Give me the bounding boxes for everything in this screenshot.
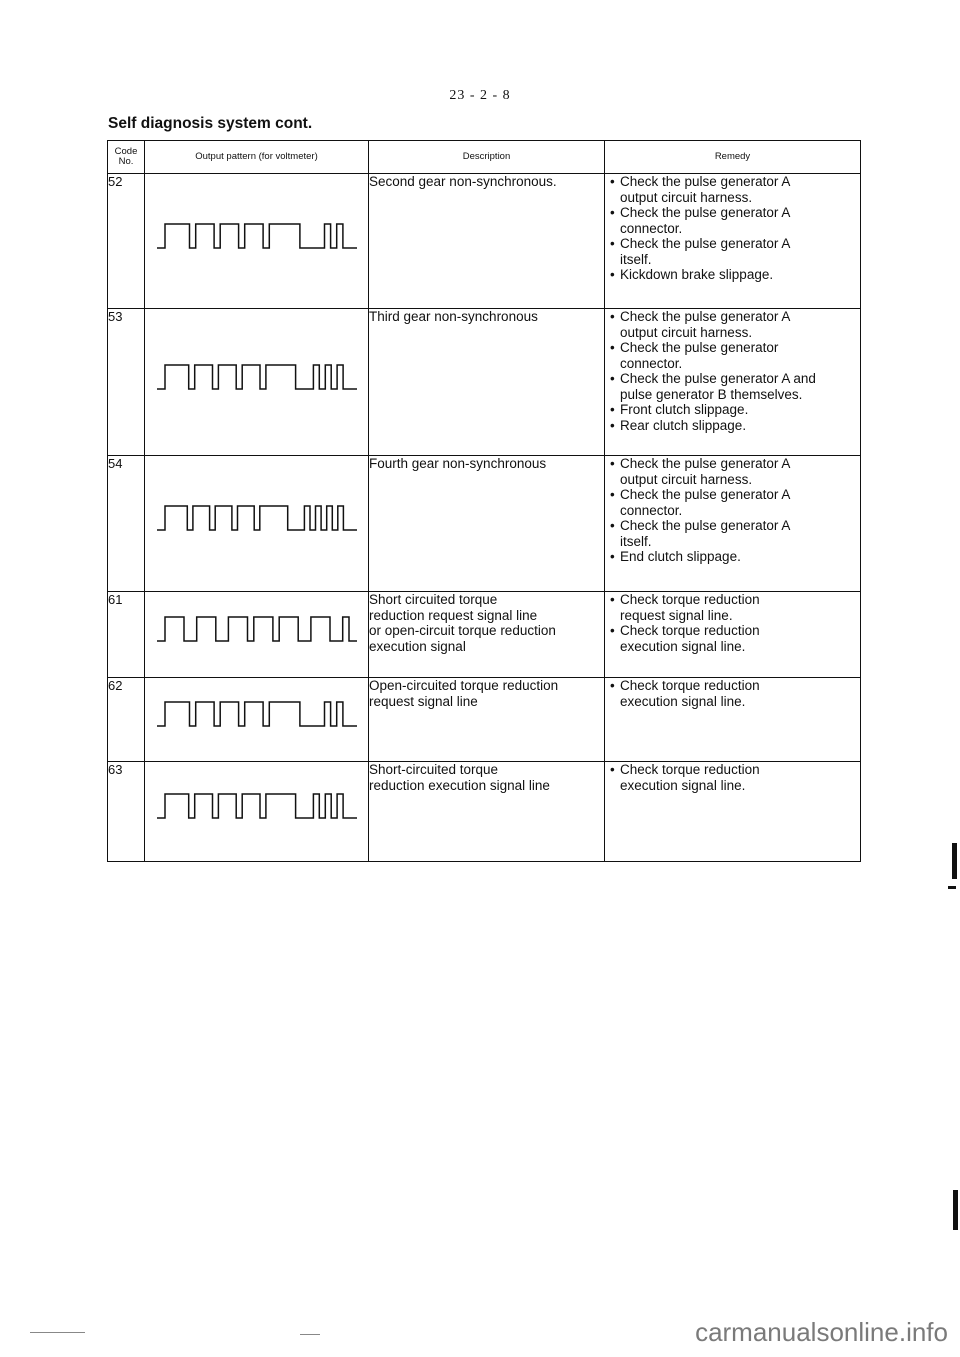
remedy-item (605, 267, 860, 283)
remedy-item (605, 205, 860, 236)
description-cell (369, 309, 605, 456)
remedy-text: Front clutch slippage. (620, 402, 749, 417)
output-pattern-cell (145, 762, 369, 862)
remedy-text: Check the pulse generator A (620, 309, 791, 324)
table-body (108, 174, 861, 862)
remedy-text: Check the pulse generator A (620, 205, 791, 220)
description-cell (369, 174, 605, 309)
margin-mark (953, 1190, 958, 1230)
remedy-text: Check torque reduction (620, 592, 760, 607)
remedy-text: execution signal line. (620, 693, 746, 709)
remedy-item (605, 487, 860, 518)
remedy-text: Rear clutch slippage. (620, 417, 747, 433)
output-pattern-waveform (157, 696, 367, 736)
remedy-cell (605, 456, 861, 592)
description-line: or open-circuit torque reduction (369, 623, 556, 638)
description-cell (369, 456, 605, 592)
page-number: 23 - 2 - 8 (449, 88, 511, 103)
remedy-text: request signal line. (620, 607, 733, 623)
remedy-item (605, 623, 860, 654)
output-pattern-cell (145, 174, 369, 309)
remedy-text: connector. (620, 220, 683, 236)
remedy-cell (605, 309, 861, 456)
code-number: 63 (108, 762, 145, 862)
description-line: reduction execution signal line (369, 777, 550, 793)
remedy-list (605, 678, 860, 709)
table-header-row (108, 141, 861, 174)
waveform-trace (157, 365, 357, 389)
description-line: request signal line (369, 693, 478, 709)
description-cell (369, 762, 605, 862)
remedy-item (605, 371, 860, 402)
waveform-trace (157, 702, 357, 726)
description-line: reduction request signal line (369, 607, 538, 623)
header-code-line1: Code (114, 146, 138, 157)
output-pattern-waveform (157, 359, 367, 399)
remedy-cell (605, 174, 861, 309)
table-row (108, 678, 861, 762)
header-code (108, 141, 145, 174)
remedy-text: Check the pulse generator A (620, 518, 791, 533)
remedy-text: output circuit harness. (620, 189, 753, 205)
diagnosis-table (107, 140, 861, 862)
waveform-trace (157, 506, 357, 530)
remedy-list (605, 174, 860, 283)
table-row (108, 309, 861, 456)
remedy-text: Check the pulse generator A (620, 487, 791, 502)
remedy-item (605, 418, 860, 434)
output-pattern-cell (145, 309, 369, 456)
remedy-text: connector. (620, 355, 683, 371)
remedy-text: output circuit harness. (620, 471, 753, 487)
remedy-cell (605, 592, 861, 678)
header-code-line2: No. (118, 156, 134, 167)
remedy-text: pulse generator B themselves. (620, 386, 803, 402)
table-row (108, 762, 861, 862)
code-number: 54 (108, 456, 145, 592)
remedy-item (605, 549, 860, 565)
remedy-text: Check the pulse generator A (620, 236, 791, 251)
description-line: Second gear non-synchronous. (369, 174, 557, 189)
remedy-cell (605, 678, 861, 762)
scan-mark (30, 1332, 85, 1333)
output-pattern-waveform (157, 611, 367, 651)
code-number: 61 (108, 592, 145, 678)
remedy-text: Check the pulse generator A and (620, 371, 816, 386)
description-line: Fourth gear non-synchronous (369, 456, 547, 471)
description-line: Short-circuited torque (369, 762, 499, 777)
output-pattern-cell (145, 456, 369, 592)
remedy-text: Check the pulse generator (620, 340, 779, 355)
remedy-item (605, 402, 860, 418)
output-pattern-cell (145, 678, 369, 762)
code-number: 52 (108, 174, 145, 309)
table-row (108, 174, 861, 309)
scan-mark (300, 1334, 320, 1335)
output-pattern-waveform (157, 218, 367, 258)
waveform-trace (157, 617, 357, 641)
remedy-list (605, 762, 860, 793)
remedy-text: Check the pulse generator A (620, 174, 791, 189)
table-row (108, 592, 861, 678)
remedy-list (605, 456, 860, 565)
margin-mark (948, 886, 956, 889)
remedy-text: End clutch slippage. (620, 549, 741, 564)
output-pattern-waveform (157, 500, 367, 540)
description-line: Short circuited torque (369, 592, 498, 607)
remedy-item (605, 456, 860, 487)
header-description: Description (369, 141, 605, 174)
section-title: Self diagnosis system cont. (108, 115, 313, 132)
remedy-text: output circuit harness. (620, 324, 753, 340)
remedy-item (605, 340, 860, 371)
description-line: Third gear non-synchronous (369, 309, 538, 324)
remedy-item (605, 309, 860, 340)
footer-watermark: carmanualsonline.info (695, 1317, 948, 1347)
remedy-item (605, 236, 860, 267)
remedy-text: Check torque reduction (620, 678, 760, 693)
remedy-list (605, 309, 860, 433)
description-line: Open-circuited torque reduction (369, 678, 559, 693)
remedy-text: Check torque reduction (620, 762, 760, 777)
remedy-cell (605, 762, 861, 862)
remedy-text: execution signal line. (620, 638, 746, 654)
table-row (108, 456, 861, 592)
remedy-text: itself. (620, 251, 652, 267)
remedy-item (605, 762, 860, 793)
description-cell (369, 592, 605, 678)
remedy-text: Kickdown brake slippage. (620, 267, 774, 282)
code-number: 53 (108, 309, 145, 456)
remedy-list (605, 592, 860, 654)
remedy-text: itself. (620, 533, 652, 549)
description-cell (369, 678, 605, 762)
output-pattern-waveform (157, 788, 367, 828)
remedy-text: Check the pulse generator A (620, 456, 791, 471)
waveform-trace (157, 224, 357, 248)
remedy-item (605, 174, 860, 205)
remedy-item (605, 678, 860, 709)
margin-mark (952, 843, 957, 879)
remedy-item (605, 592, 860, 623)
description-line: execution signal (369, 638, 466, 654)
remedy-text: execution signal line. (620, 777, 746, 793)
remedy-text: Check torque reduction (620, 623, 760, 638)
remedy-text: connector. (620, 502, 683, 518)
remedy-item (605, 518, 860, 549)
waveform-trace (157, 794, 357, 818)
header-remedy: Remedy (605, 141, 861, 174)
code-number: 62 (108, 678, 145, 762)
output-pattern-cell (145, 592, 369, 678)
header-pattern: Output pattern (for voltmeter) (145, 141, 369, 174)
